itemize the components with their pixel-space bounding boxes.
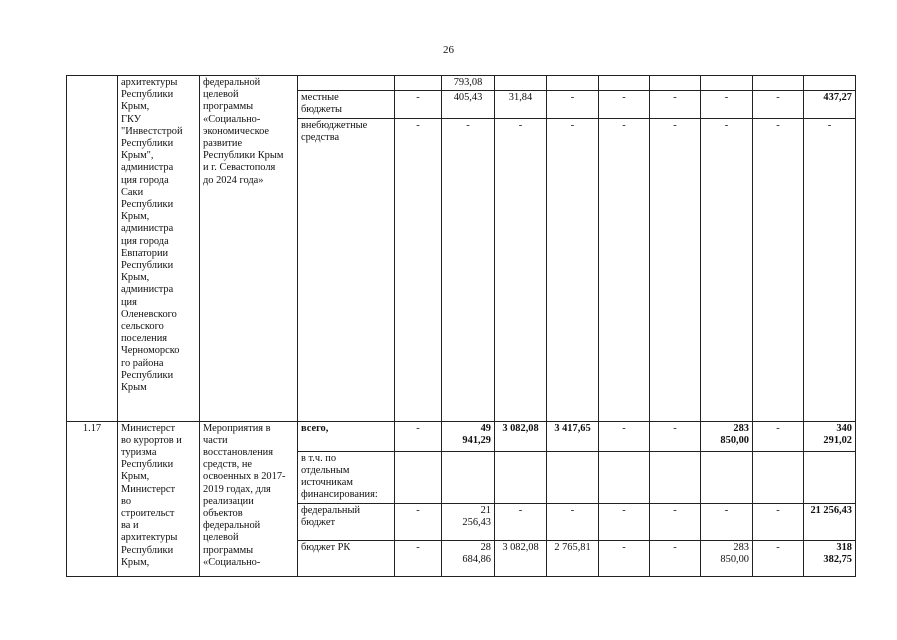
page-number: 26 <box>443 44 454 56</box>
value-cell: - <box>701 118 753 421</box>
value-cell: - <box>395 91 442 118</box>
value-cell: 49 941,29 <box>442 421 495 451</box>
table-row <box>67 76 856 91</box>
value-cell: - <box>650 503 701 540</box>
value-cell <box>701 76 753 91</box>
value-cell <box>650 76 701 91</box>
value-cell: - <box>495 118 547 421</box>
value-cell: - <box>650 421 701 451</box>
funding-table <box>66 75 856 577</box>
value-cell: - <box>395 540 442 576</box>
row-number-cell <box>67 76 118 422</box>
value-cell: - <box>599 540 650 576</box>
value-cell <box>442 451 495 503</box>
value-cell <box>495 76 547 91</box>
value-cell <box>599 451 650 503</box>
funding-source-cell: внебюджетные средства <box>298 118 395 421</box>
value-cell <box>753 451 804 503</box>
value-cell: - <box>599 503 650 540</box>
value-cell <box>650 451 701 503</box>
value-cell <box>599 76 650 91</box>
value-cell: 21 256,43 <box>442 503 495 540</box>
total-cell <box>804 451 856 503</box>
table-row <box>67 421 856 451</box>
value-cell: 3 082,08 <box>495 421 547 451</box>
value-cell: - <box>547 91 599 118</box>
value-cell: - <box>650 540 701 576</box>
total-cell: 437,27 <box>804 91 856 118</box>
total-cell: 340 291,02 <box>804 421 856 451</box>
value-cell: 283 850,00 <box>701 421 753 451</box>
value-cell: - <box>495 503 547 540</box>
value-cell <box>753 76 804 91</box>
funding-source-cell <box>298 76 395 91</box>
value-cell: 3 417,65 <box>547 421 599 451</box>
value-cell <box>495 451 547 503</box>
value-cell: - <box>599 91 650 118</box>
value-cell: 405,43 <box>442 91 495 118</box>
value-cell <box>547 451 599 503</box>
value-cell: 3 082,08 <box>495 540 547 576</box>
value-cell: 31,84 <box>495 91 547 118</box>
funding-source-cell: местные бюджеты <box>298 91 395 118</box>
measure-cell: Мероприятия в части восстановления средств, не освоенных в 2017- 2019 годах, для реализации объектов федеральной целевой программы «Социально- <box>200 421 298 576</box>
value-cell: - <box>442 118 495 421</box>
value-cell: - <box>753 421 804 451</box>
value-cell: - <box>753 503 804 540</box>
value-cell: 2 765,81 <box>547 540 599 576</box>
value-cell: - <box>547 118 599 421</box>
executors-cell: Министерст во курортов и туризма Республики Крым, Министерст во строительст ва и архитектуры Республики Крым, <box>118 421 200 576</box>
value-cell: - <box>547 503 599 540</box>
value-cell <box>395 76 442 91</box>
total-cell: 318 382,75 <box>804 540 856 576</box>
value-cell: - <box>599 118 650 421</box>
value-cell <box>701 451 753 503</box>
value-cell: 283 850,00 <box>701 540 753 576</box>
value-cell <box>547 76 599 91</box>
value-cell: 793,08 <box>442 76 495 91</box>
value-cell <box>395 451 442 503</box>
value-cell: - <box>650 91 701 118</box>
value-cell: - <box>701 91 753 118</box>
funding-source-cell: всего, <box>298 421 395 451</box>
value-cell: - <box>599 421 650 451</box>
value-cell: - <box>395 118 442 421</box>
funding-source-cell: в т.ч. по отдельным источникам финансирования: <box>298 451 395 503</box>
value-cell: - <box>395 421 442 451</box>
value-cell: - <box>753 540 804 576</box>
row-number-cell: 1.17 <box>67 421 118 576</box>
total-cell <box>804 76 856 91</box>
value-cell: 28 684,86 <box>442 540 495 576</box>
value-cell: - <box>701 503 753 540</box>
funding-source-cell: федеральный бюджет <box>298 503 395 540</box>
measure-cell: федеральной целевой программы «Социально- экономическое развитие Республики Крым и г. Севастополя до 2024 года» <box>200 76 298 422</box>
value-cell: - <box>753 118 804 421</box>
value-cell: - <box>753 91 804 118</box>
executors-cell: архитектуры Республики Крым, ГКУ "Инвестстрой Республики Крым", администра ция города Саки Республики Крым, администра ция города Евпатории Республики Крым, администра ция Оленевского сельского поселения Черноморско го района Республики Крым <box>118 76 200 422</box>
value-cell: - <box>650 118 701 421</box>
value-cell: - <box>395 503 442 540</box>
total-cell: - <box>804 118 856 421</box>
funding-source-cell: бюджет РК <box>298 540 395 576</box>
total-cell: 21 256,43 <box>804 503 856 540</box>
